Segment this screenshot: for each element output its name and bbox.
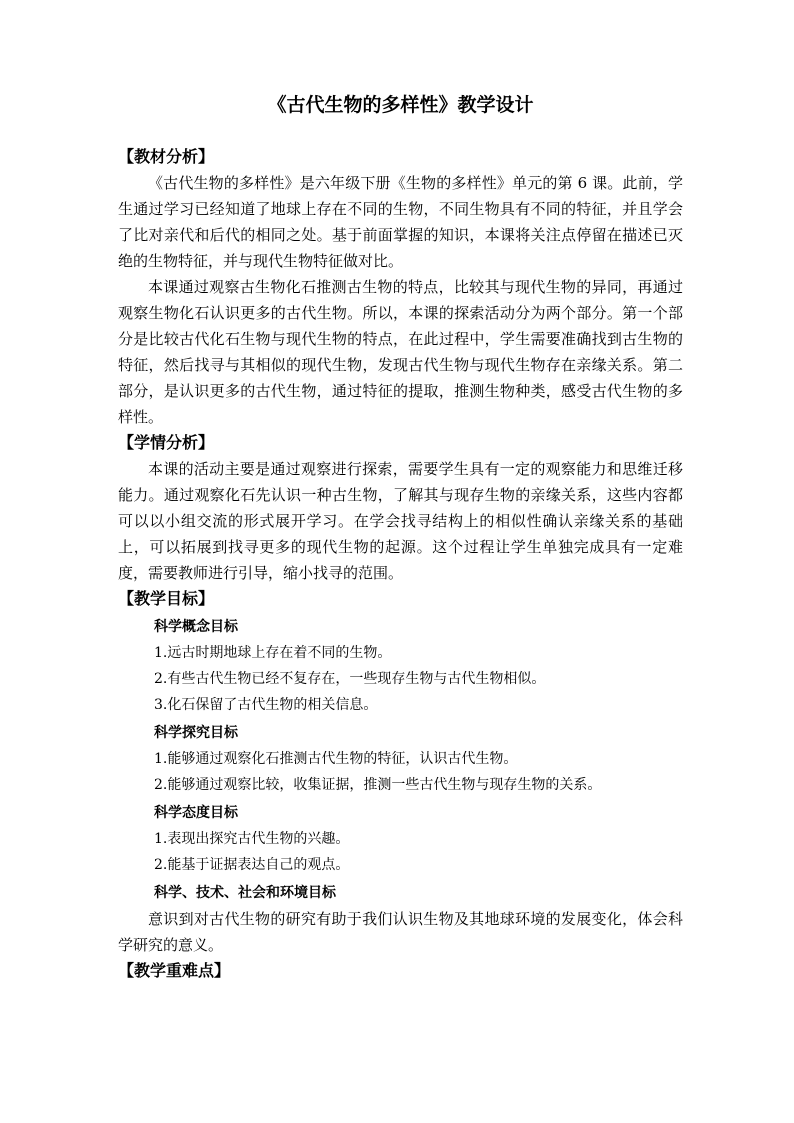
paragraph: 意识到对古代生物的研究有助于我们认识生物及其地球环境的发展变化，体会科学研究的意义。 — [118, 910, 683, 954]
goal-item: 2.能基于证据表达自己的观点。 — [154, 857, 350, 873]
section-heading: 【教学重难点】 — [118, 961, 231, 980]
paragraph: 《古代生物的多样性》是六年级下册《生物的多样性》单元的第 6 课。此前，学生通过学习已经知道了地球上存在不同的生物，不同生物具有不同的特征，并且学会了比对亲代和后代的相同之处。基于前面掌握的知识，本课将关注点停留在描述已灭绝的生物特征，并与现代生物特征做对比。 — [118, 174, 683, 270]
section-learner-analysis — [118, 430, 683, 586]
document-title: 《古代生物的多样性》教学设计 — [267, 94, 534, 116]
goal-heading-inquiry: 科学探究目标 — [154, 725, 238, 741]
goal-item: 2.能够通过观察比较，收集证据，推测一些古代生物与现存生物的关系。 — [154, 777, 602, 793]
document-page — [118, 90, 683, 984]
section-key-difficulties — [118, 958, 683, 984]
goal-heading-concept: 科学概念目标 — [154, 619, 238, 635]
goal-heading-stse: 科学、技术、社会和环境目标 — [154, 885, 336, 901]
goal-item: 1.表现出探究古代生物的兴趣。 — [154, 831, 350, 847]
goal-item: 2.有些古代生物已经不复存在，一些现存生物与古代生物相似。 — [154, 671, 546, 687]
section-teaching-goals — [118, 586, 683, 958]
goal-item: 3.化石保留了古代生物的相关信息。 — [154, 697, 378, 713]
section-heading: 【教学目标】 — [118, 589, 215, 608]
section-heading: 【学情分析】 — [118, 433, 215, 452]
goal-item: 1.能够通过观察化石推测古代生物的特征，认识古代生物。 — [154, 751, 518, 767]
paragraph: 本课的活动主要是通过观察进行探索，需要学生具有一定的观察能力和思维迁移能力。通过观察化石先认识一种古生物，了解其与现存生物的亲缘关系，这些内容都可以以小组交流的形式展开学习。在学会找寻结构上的相似性确认亲缘关系的基础上，可以拓展到找寻更多的现代生物的起源。这个过程让学生单独完成具有一定难度，需要教师进行引导，缩小找寻的范围。 — [118, 460, 683, 582]
paragraph: 本课通过观察古生物化石推测古生物的特点，比较其与现代生物的异同，再通过观察生物化石认识更多的古代生物。所以，本课的探索活动分为两个部分。第一个部分是比较古代化石生物与现代生物的特点，在此过程中，学生需要准确找到古生物的特征，然后找寻与其相似的现代生物，发现古代生物与现代生物存在亲缘关系。第二部分，是认识更多的古代生物，通过特征的提取，推测生物种类，感受古代生物的多样性。 — [118, 278, 683, 426]
section-textbook-analysis — [118, 144, 683, 430]
goal-heading-attitude: 科学态度目标 — [154, 805, 238, 821]
goal-item: 1.远古时期地球上存在着不同的生物。 — [154, 645, 392, 661]
section-heading: 【教材分析】 — [118, 147, 215, 166]
